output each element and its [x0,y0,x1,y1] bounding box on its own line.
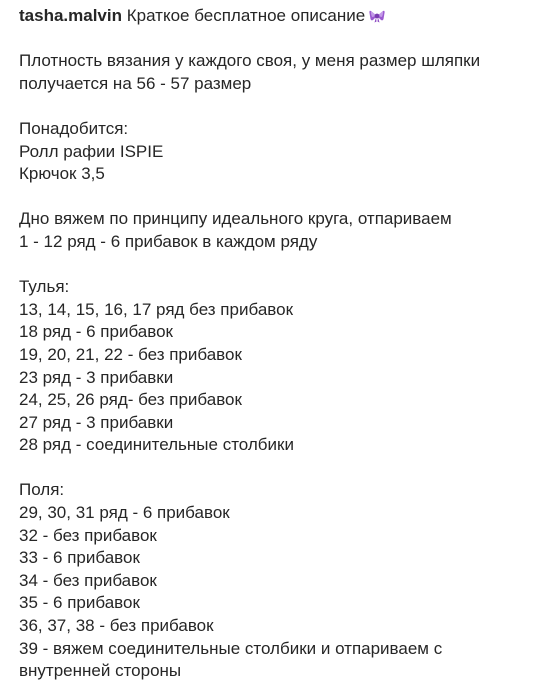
crown-row: 27 ряд - 3 прибавки [19,412,174,432]
brim-row: 33 - 6 прибавок [19,548,140,568]
username-link[interactable]: tasha.malvin [19,6,122,25]
caption-header [19,5,549,28]
intro-line: Плотность вязания у каждого своя, у меня размер шляпки [19,51,481,71]
materials-item: Ролл рафии ISPIE [19,141,164,161]
crown-row: 23 ряд - 3 прибавки [19,367,174,387]
caption-title: Краткое бесплатное описание [126,6,366,25]
brim-row: внутренней стороны [19,661,182,681]
spacer [19,95,549,118]
bottom-line: Дно вяжем по принципу идеального круга, отпариваем [19,209,452,229]
post-caption [19,5,549,683]
brim-row: 36, 37, 38 - без прибавок [19,616,214,636]
crown-row: 28 ряд - соединительные столбики [19,435,294,455]
brim-row: 34 - без прибавок [19,570,157,590]
spacer [19,457,549,480]
brim-row: 35 - 6 прибавок [19,593,140,613]
crown-row: 13, 14, 15, 16, 17 ряд без прибавок [19,299,294,319]
intro-line: получается на 56 - 57 размер [19,73,252,93]
crown-heading: Тулья: [19,277,70,297]
brim-row: 32 - без прибавок [19,525,157,545]
spacer [19,28,549,51]
materials-item: Крючок 3,5 [19,164,105,184]
brim-heading: Поля: [19,480,65,500]
brim-row: 39 - вяжем соединительные столбики и отпариваем с [19,638,443,658]
spacer [19,186,549,209]
crown-row: 18 ряд - 6 прибавок [19,322,173,342]
brim-row: 29, 30, 31 ряд - 6 прибавок [19,503,230,523]
bottom-line: 1 - 12 ряд - 6 прибавок в каждом ряду [19,231,318,251]
crown-row: 19, 20, 21, 22 - без прибавок [19,344,242,364]
bow-emoji-icon [369,9,385,23]
materials-heading: Понадобится: [19,118,129,138]
crown-row: 24, 25, 26 ряд- без прибавок [19,390,242,410]
spacer [19,254,549,277]
